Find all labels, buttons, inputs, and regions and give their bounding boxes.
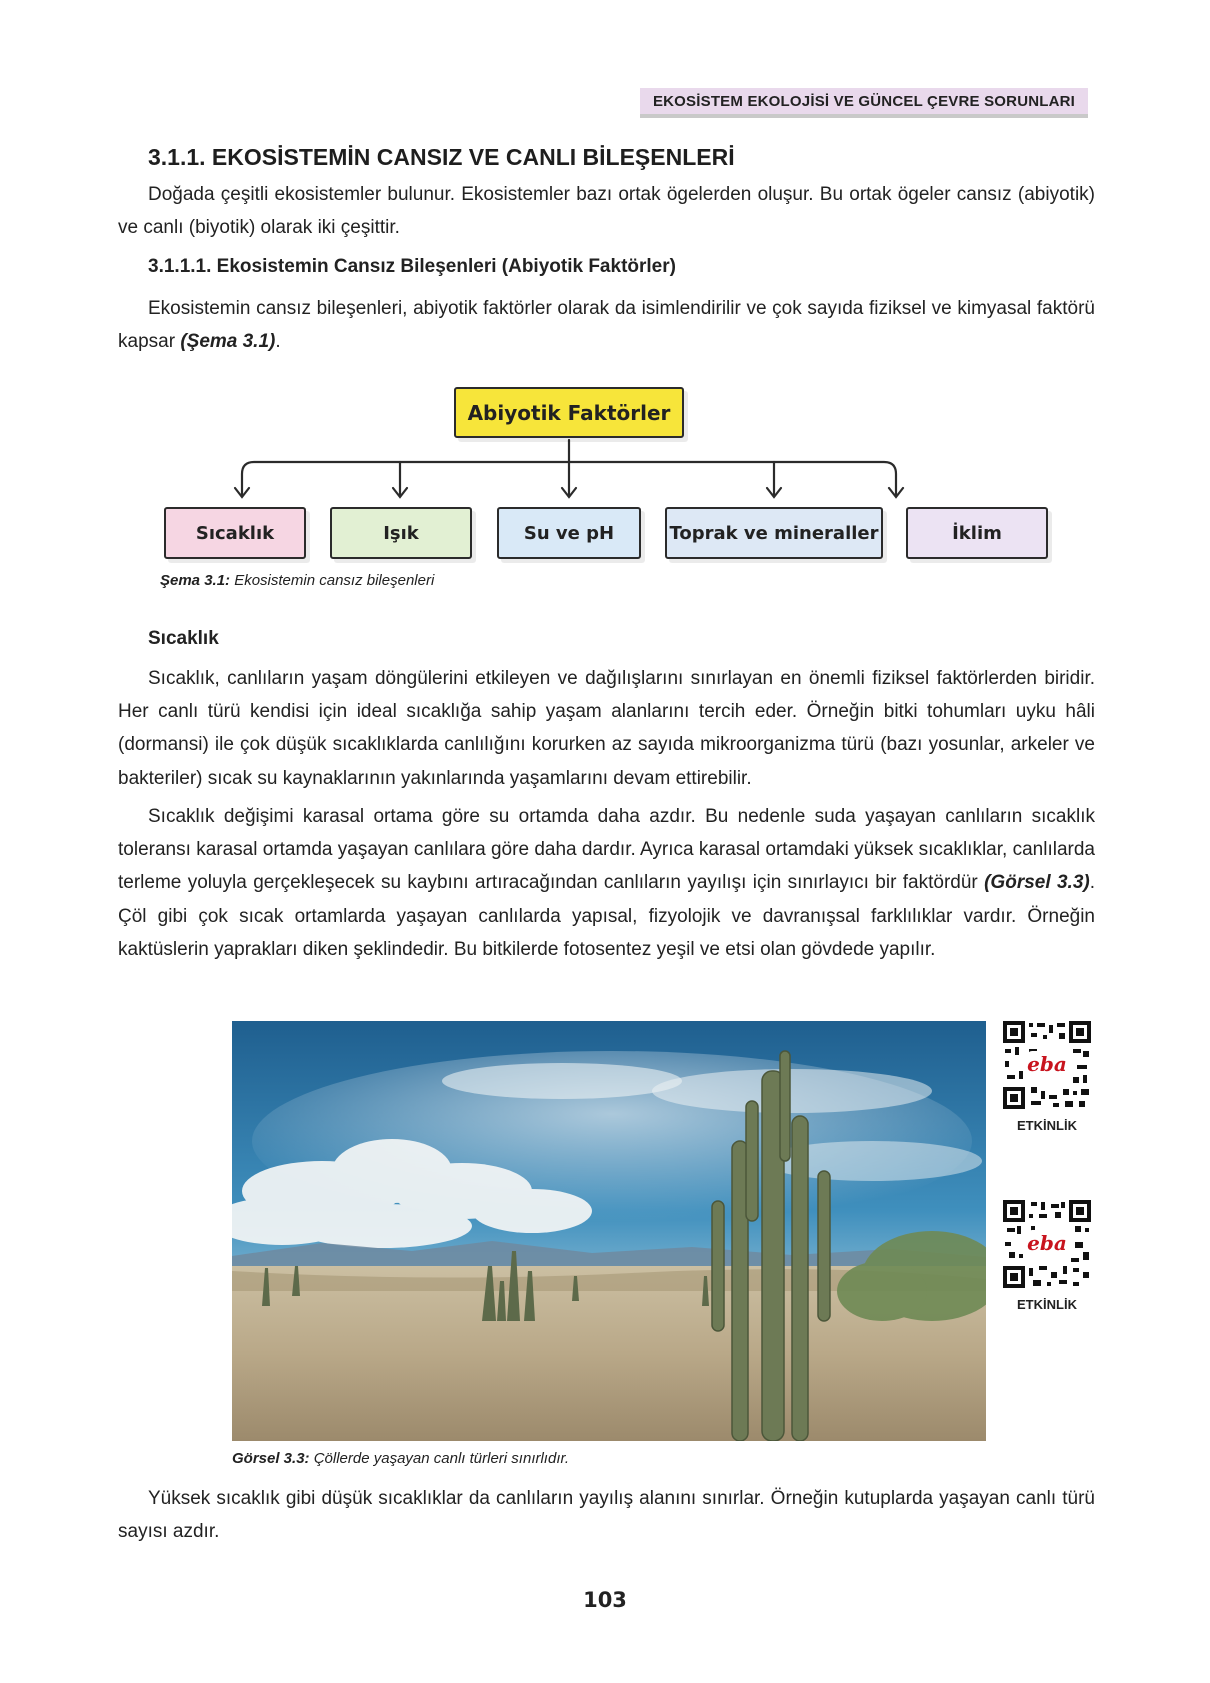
diagram-caption-text: Ekosistemin cansız bileşenleri: [230, 572, 435, 589]
qr-code-activity-1[interactable]: [1003, 1021, 1091, 1133]
temperature-paragraph-3: Yüksek sıcaklık gibi düşük sıcaklıklar da canlıların yayılış alanını sınırlar. Örneğin kutuplarda yaşayan canlı türü sayısı azdır.: [118, 1488, 1095, 1543]
diagram-node-water-ph: Su ve pH: [497, 507, 641, 559]
qr-code-activity-2[interactable]: [1003, 1200, 1091, 1312]
temperature-paragraph-1: Sıcaklık, canlıların yaşam döngülerini etkileyen ve dağılışlarını sınırlayan en önemli fiziksel faktörlerden biridir. Her canlı türü kendisi için ideal sıcaklığa sahip yaşam alanlarını tercih eder. Örneğin bitki tohumları uyku hâli (dormansi) ile çok düşük sıcaklıklarda canlılığını korurken az sayıda mikroorganizma türü (bazı yosunlar, arkeler ve bakteriler) sıcak su kaynaklarının yakınlarında yaşamlarını devam ettirebilir.: [118, 668, 1095, 789]
abiotic-intro-end: .: [275, 331, 281, 353]
diagram-node-climate: İklim: [906, 507, 1048, 559]
diagram-node-temperature: Sıcaklık: [164, 507, 306, 559]
figure-caption: [232, 1450, 569, 1467]
abiotic-factors-diagram: [160, 384, 1060, 564]
eba-logo: eba: [1027, 1052, 1067, 1076]
diagram-node-light: Işık: [330, 507, 472, 559]
section-title: 3.1.1. EKOSİSTEMİN CANSIZ VE CANLI BİLEŞENLERİ: [148, 144, 735, 170]
temperature-paragraph-2: [118, 800, 1095, 966]
temperature-paragraph-2-text: Sıcaklık değişimi karasal ortama göre su ortamda daha azdır. Bu nedenle suda yaşayan canlıların sıcaklık toleransı karasal ortamda yaşayan canlılara göre daha dardır. Ayrıca karasal ortamdaki yüksek sıcaklıklar, canlılarda terleme yoluyla gerçekleşecek su kaybını artıracağından canlıların yayılışı için sınırlayıcı bir faktördür: [118, 806, 1095, 894]
abiotic-intro-text: Ekosistemin cansız bileşenleri, abiyotik faktörler olarak da isimlendirilir ve çok sayıda fiziksel ve kimyasal faktörü kapsar: [118, 298, 1095, 353]
temperature-heading: Sıcaklık: [148, 628, 219, 649]
schema-reference[interactable]: (Şema 3.1): [180, 331, 276, 353]
desert-cactus-photo: [232, 1021, 986, 1441]
diagram-node-soil-minerals: Toprak ve mineraller: [665, 507, 883, 559]
diagram-caption: [160, 572, 434, 589]
figure-caption-text: Çöllerde yaşayan canlı türleri sınırlıdır.: [309, 1450, 570, 1467]
qr-code-image: [1003, 1200, 1091, 1288]
temperature-paragraph-2-end: . Çöl gibi çok sıcak ortamlarda yaşayan canlılarda yapısal, fizyolojik ve davranışsal farklılıklar vardır. Örneğin kaktüslerin yaprakları diken şeklindedir. Bu bitkilerde fotosentez yeşil ve etsi olan gövdede yapılır.: [118, 872, 1095, 960]
section-intro-paragraph: Doğada çeşitli ekosistemler bulunur. Ekosistemler bazı ortak ögelerden oluşur. Bu ortak ögeler cansız (abiyotik) ve canlı (biyotik) olarak iki çeşittir.: [118, 184, 1095, 239]
chapter-header-band: EKOSİSTEM EKOLOJİSİ VE GÜNCEL ÇEVRE SORUNLARI: [640, 88, 1088, 118]
diagram-root-abiotic-factors: Abiyotik Faktörler: [454, 387, 684, 438]
eba-logo: eba: [1027, 1231, 1067, 1255]
subsection-title: 3.1.1.1. Ekosistemin Cansız Bileşenleri (Abiyotik Faktörler): [148, 256, 676, 277]
qr-code-image: [1003, 1021, 1091, 1109]
diagram-caption-label: Şema 3.1:: [160, 572, 231, 589]
figure-caption-label: Görsel 3.3:: [232, 1450, 310, 1467]
abiotic-intro-paragraph: [118, 292, 1095, 358]
qr-code-label: ETKİNLİK: [1017, 1118, 1077, 1133]
page-number: 103: [583, 1588, 627, 1612]
figure-reference[interactable]: (Görsel 3.3): [984, 872, 1090, 894]
qr-code-label: ETKİNLİK: [1017, 1297, 1077, 1312]
